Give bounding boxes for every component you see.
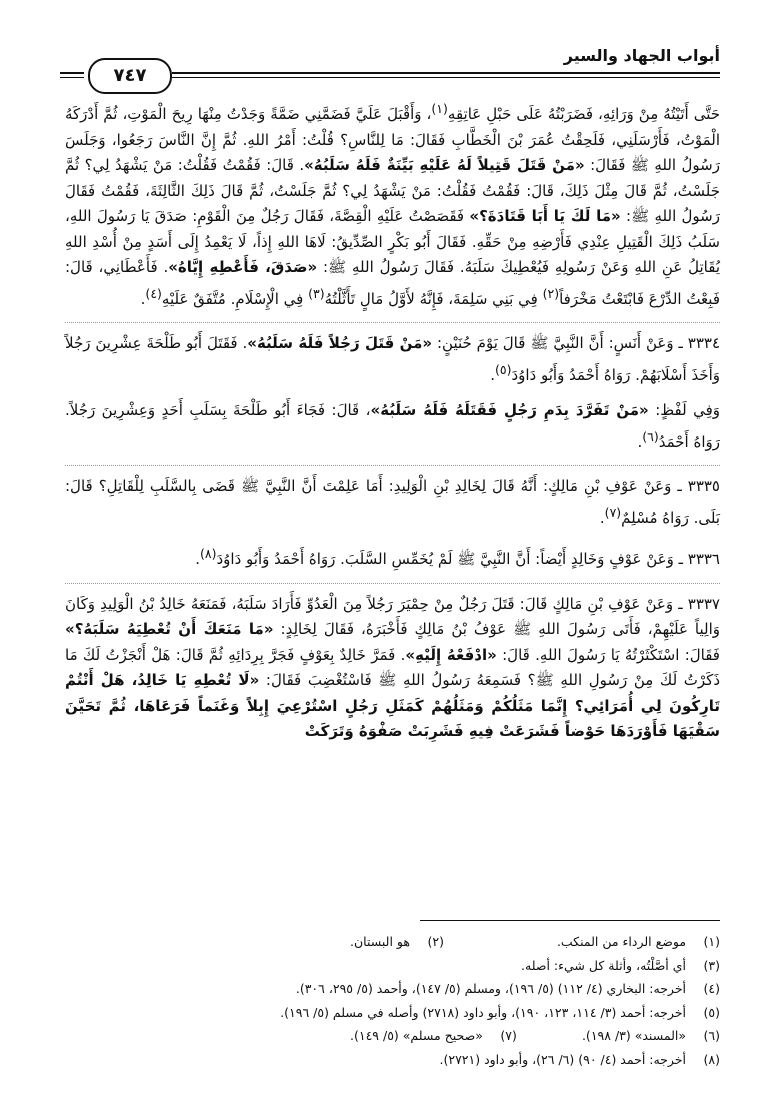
hadith-paragraph [65,474,720,531]
footnote-number: (٣) [703,957,720,973]
footnote-row [100,930,720,954]
footnotes [100,930,720,1071]
footnote-ref: (٢) [542,285,560,301]
footnote-text: أخرجه: البخاري (٤/ ١١٢) (٥/ ١٩٦)، ومسلم (٥/ ١٤٧)، وأحمد (٥/ ٢٩٥، ٣٠٦). [295,981,687,996]
hadith-paragraph [65,592,720,745]
text-run: فَقَالَ: اسْتَكْثَرْتُهُ يَا رَسُولَ اللهِ. قَالَ: [496,645,720,664]
section-divider [65,583,720,584]
text-run: ، قَالَ: فَجَاءَ أَبُو طَلْحَةَ بِسَلَبِ أَحَدٍ وَعِشْرِينَ رَجُلاً. رَوَاهُ أَحْمَدُ [65,401,720,451]
text-run: حَتَّى أَتَيْتُهُ مِنْ وَرَائِهِ، فَضَرَبْتُهُ عَلَى حَبْلِ عَاتِقِهِ [447,105,720,123]
text-run: ٣٣٣٦ ـ وَعَنْ عَوْفٍ وَخَالِدٍ أَيْضاً: أَنَّ النَّبِيَّ ﷺ لَمْ يُخَمِّسِ السَّلَبَ. رَوَاهُ أَحْمَدُ وَأَبُو دَاوُدَ [216,550,720,568]
footnote-item [100,954,720,978]
footnote-item [100,977,720,1001]
footnote-number: (٨) [703,1051,720,1067]
footnote-item [557,930,720,954]
text-run: ٣٣٣٤ ـ وَعَنْ أَنَسٍ: أَنَّ النَّبِيَّ ﷺ قَالَ يَوْمَ حُنَيْنٍ: [432,334,721,352]
text-run: . [195,550,200,568]
text-run: وَفِي لَفْظٍ: [648,401,721,419]
header-rule [172,77,720,78]
footnote-text: أخرجه: أحمد (٤/ ٩٠) (٦/ ٢٦)، وأبو داود (٢٧٢١). [439,1051,687,1067]
prophetic-quote: «مَنْ قَتَلَ قَتِيلاً لَهُ عَلَيْهِ بَيِّنَةٌ فَلَهُ سَلَبُهُ» [304,156,585,174]
footnote-text: أخرجه: أحمد (٣/ ١١٤، ١٢٣، ١٩٠)، وأبو داود (٢٧١٨) وأصله في مسلم (٥/ ١٩٦). [280,1004,687,1020]
hadith-paragraph [65,541,720,573]
text-run: فِي بَنِي سَلِمَةَ، فَإِنَّهُ لأَوَّلُ مَالٍ تَأَثَّلْتُهُ [324,289,543,308]
header-rule [60,77,84,78]
main-text [65,96,720,755]
footnote-text: موضع الرداء من المنكب. [556,934,687,949]
section-divider [65,322,720,323]
text-run: . فَأَعْطَانِي، قَالَ: فَبِعْتُ الدِّرْعَ فَابْتَعْتُ مَخْرَفاً [65,258,720,308]
prophetic-quote: «صَدَقَ، فَأَعْطِهِ إِيَّاهُ» [168,258,318,276]
footnote-row [100,1024,720,1048]
page-number: ٧٤٧ [88,58,172,94]
footnote-number: (٧) [500,1028,517,1043]
footnote-number: (٤) [703,981,720,996]
footnote-ref: (٧) [604,504,622,520]
hadith-paragraph [65,96,720,312]
footnote-item [350,930,444,954]
text-run: . [637,432,643,451]
footnote-ref: (٦) [642,428,659,444]
header-rule [60,72,84,74]
text-run: . [599,508,605,527]
footnote-item [100,1001,720,1025]
running-header [60,40,720,90]
text-run: ٣٣٣٥ ـ وَعَنْ عَوْفِ بْنِ مَالِكٍ: أَنَّهُ قَالَ لِخَالِدِ بْنِ الْوَلِيدِ: أَمَا عَلِمْتَ أَنَّ النَّبِيَّ ﷺ قَضَى بِالسَّلَبِ لِلْقَاتِلِ؟ قَالَ: بَلَى. رَوَاهُ مُسْلِمٌ [65,477,720,527]
footnote-text: أي أصَّلْتُه، وأثلة كل شيء: أصله. [521,957,687,973]
hadith-paragraph [65,398,720,455]
footnote-number: (٢) [427,934,444,949]
text-run: ، وَأَقْبَلَ عَلَيَّ فَضَمَّنِي ضَمَّةً وَجَدْتُ مِنْهَا رِيحَ الْمَوْتِ، ثُمَّ أَدْرَكَهُ الْمَوْتُ، فَأَرْسَلَنِي، فَلَحِقْتُ عُمَرَ بْنَ الْخَطَّابِ فَقَالَ: مَا لِلنَّاسِ؟ قُلْتُ: أَمْرُ اللهِ. ثُمَّ إِنَّ النَّاسَ رَجَعُوا، وَجَلَسَ رَسُولُ اللهِ ﷺ فَقَالَ: [65,105,720,174]
prophetic-quote: «مَا لَكَ يَا أَبَا قَتَادَةَ؟» [469,207,621,225]
section-divider [65,465,720,466]
header-rule [172,72,720,74]
footnote-item [582,1024,720,1048]
prophetic-quote: «لَا تُعْطِهِ يَا خَالِدُ، هَلْ أَنْتُمْ تَارِكُونَ لِي أُمَرَائِي؟ إِنَّمَا مَثَلُكُمْ وَمَثَلُهُمْ كَمَثَلِ رَجُلٍ اسْتُرْعِيَ إِبِلاً وَغَنَماً فَرَعَاهَا، ثُمَّ تَحَيَّنَ سَقْيَهَا فَأَوْرَدَهَا حَوْضاً فَشَرَعَتْ فِيهِ فَشَرِبَتْ صَفْوَهُ وَتَرَكَتْ [65,671,720,740]
text-run: . [140,289,146,308]
prophetic-quote: «ادْفَعْهُ إِلَيْهِ» [405,645,497,664]
footnote-text: «المسند» (٣/ ١٩٨). [581,1028,687,1043]
chapter-title: أبواب الجهاد والسير [563,46,720,65]
text-run: . فَقَتَلَ أَبُو طَلْحَةَ عِشْرِينَ رَجُلاً وَأَخَذَ أَسْلَابَهُمْ. رَوَاهُ أَحْمَدُ وَأَبُو دَاوُدَ [65,334,720,384]
footnote-ref: (١) [431,101,448,116]
footnote-ref: (٥) [494,361,512,377]
prophetic-quote: «مَنْ قَتَلَ رَجُلاً فَلَهُ سَلَبُهُ» [247,334,433,352]
text-run: . قَالَ: فَقُمْتُ فَقُلْتُ: مَنْ يَشْهَدُ لِي؟ ثُمَّ جَلَسْتُ، ثُمَّ قَالَ مِثْلَ ذَلِكَ، قَالَ: فَقُمْتُ فَقُلْتُ: مَنْ يَشْهَدُ لِي؟ ثُمَّ جَلَسْتُ، ثُمَّ قَالَ ذَلِكَ الثَّالِثَةَ، فَقُمْتُ فَقَالَ رَسُولُ اللهِ ﷺ: [65,156,720,225]
footnote-number: (٦) [703,1028,720,1043]
footnote-item [350,1024,517,1048]
text-run: . [490,365,495,384]
prophetic-quote: «مَنْ تَفَرَّدَ بِدَمِ رَجُلٍ فَقَتَلَهُ فَلَهُ سَلَبُهُ» [370,401,649,419]
hadith-paragraph [65,331,720,388]
footnote-text: «صحيح مسلم» (٥/ ١٤٩). [350,1028,483,1043]
footnote-text: هو البستان. [350,934,410,949]
footnote-ref: (٨) [199,546,217,561]
footnote-number: (١) [703,934,720,949]
text-run: . فَمَرَّ خَالِدٌ بِعَوْفٍ فَجَرَّ بِرِدَائِهِ ثُمَّ قَالَ: هَلْ أَنْجَزْتُ لَكَ مَا ذَكَرْتُ لَكَ مِنْ رَسُولِ اللهِ ﷺ؟ فَسَمِعَهُ رَسُولُ اللهِ ﷺ فَاسْتُغْضِبَ فَقَالَ: [65,645,720,689]
footnote-separator [420,920,720,921]
text-run: فَقَصَصْتُ عَلَيْهِ الْقِصَّةَ، فَقَالَ رَجُلٌ مِنَ الْقَوْمِ: صَدَقَ يَا رَسُولَ اللهِ، سَلَبُ ذَلِكَ الْقَتِيلِ عِنْدِي فَأَرْضِهِ مِنْ حَقِّهِ. فَقَالَ أَبُو بَكْرٍ الصِّدِّيقُ: لَاهَا اللهِ إِذاً، لَا يَعْمِدُ إِلَى أَسَدٍ مِنْ أُسْدِ اللهِ يُقَاتِلُ عَنِ اللهِ وَعَنْ رَسُولِهِ فَيُعْطِيكَ سَلَبَهُ. فَقَالَ رَسُولُ اللهِ ﷺ: [65,207,720,276]
footnote-ref: (٤) [145,285,162,301]
footnote-number: (٥) [703,1004,720,1020]
text-run: ٣٣٣٧ ـ وَعَنْ عَوْفِ بْنِ مَالِكٍ قَالَ: قَتَلَ رَجُلٌ مِنْ حِمْيَرَ رَجُلاً مِنَ الْعَدُوِّ فَأَرَادَ سَلَبَهُ، فَمَنَعَهُ خَالِدُ بْنُ الْوَلِيدِ وَكَانَ وَالِياً عَلَيْهِمْ، فَأَتَى رَسُولَ اللهِ ﷺ عَوْفُ بْنُ مَالِكٍ فَأَخْبَرَهُ، فَقَالَ لِخَالِدٍ: [65,594,720,638]
prophetic-quote: «مَا مَنَعَكَ أَنْ تُعْطِيَهُ سَلَبَهُ؟» [65,620,274,638]
footnote-item [100,1048,720,1072]
text-run: فِي الْإِسْلَامِ. مُتَّفَقٌ عَلَيْهِ [161,289,309,308]
footnote-ref: (٣) [308,285,325,301]
